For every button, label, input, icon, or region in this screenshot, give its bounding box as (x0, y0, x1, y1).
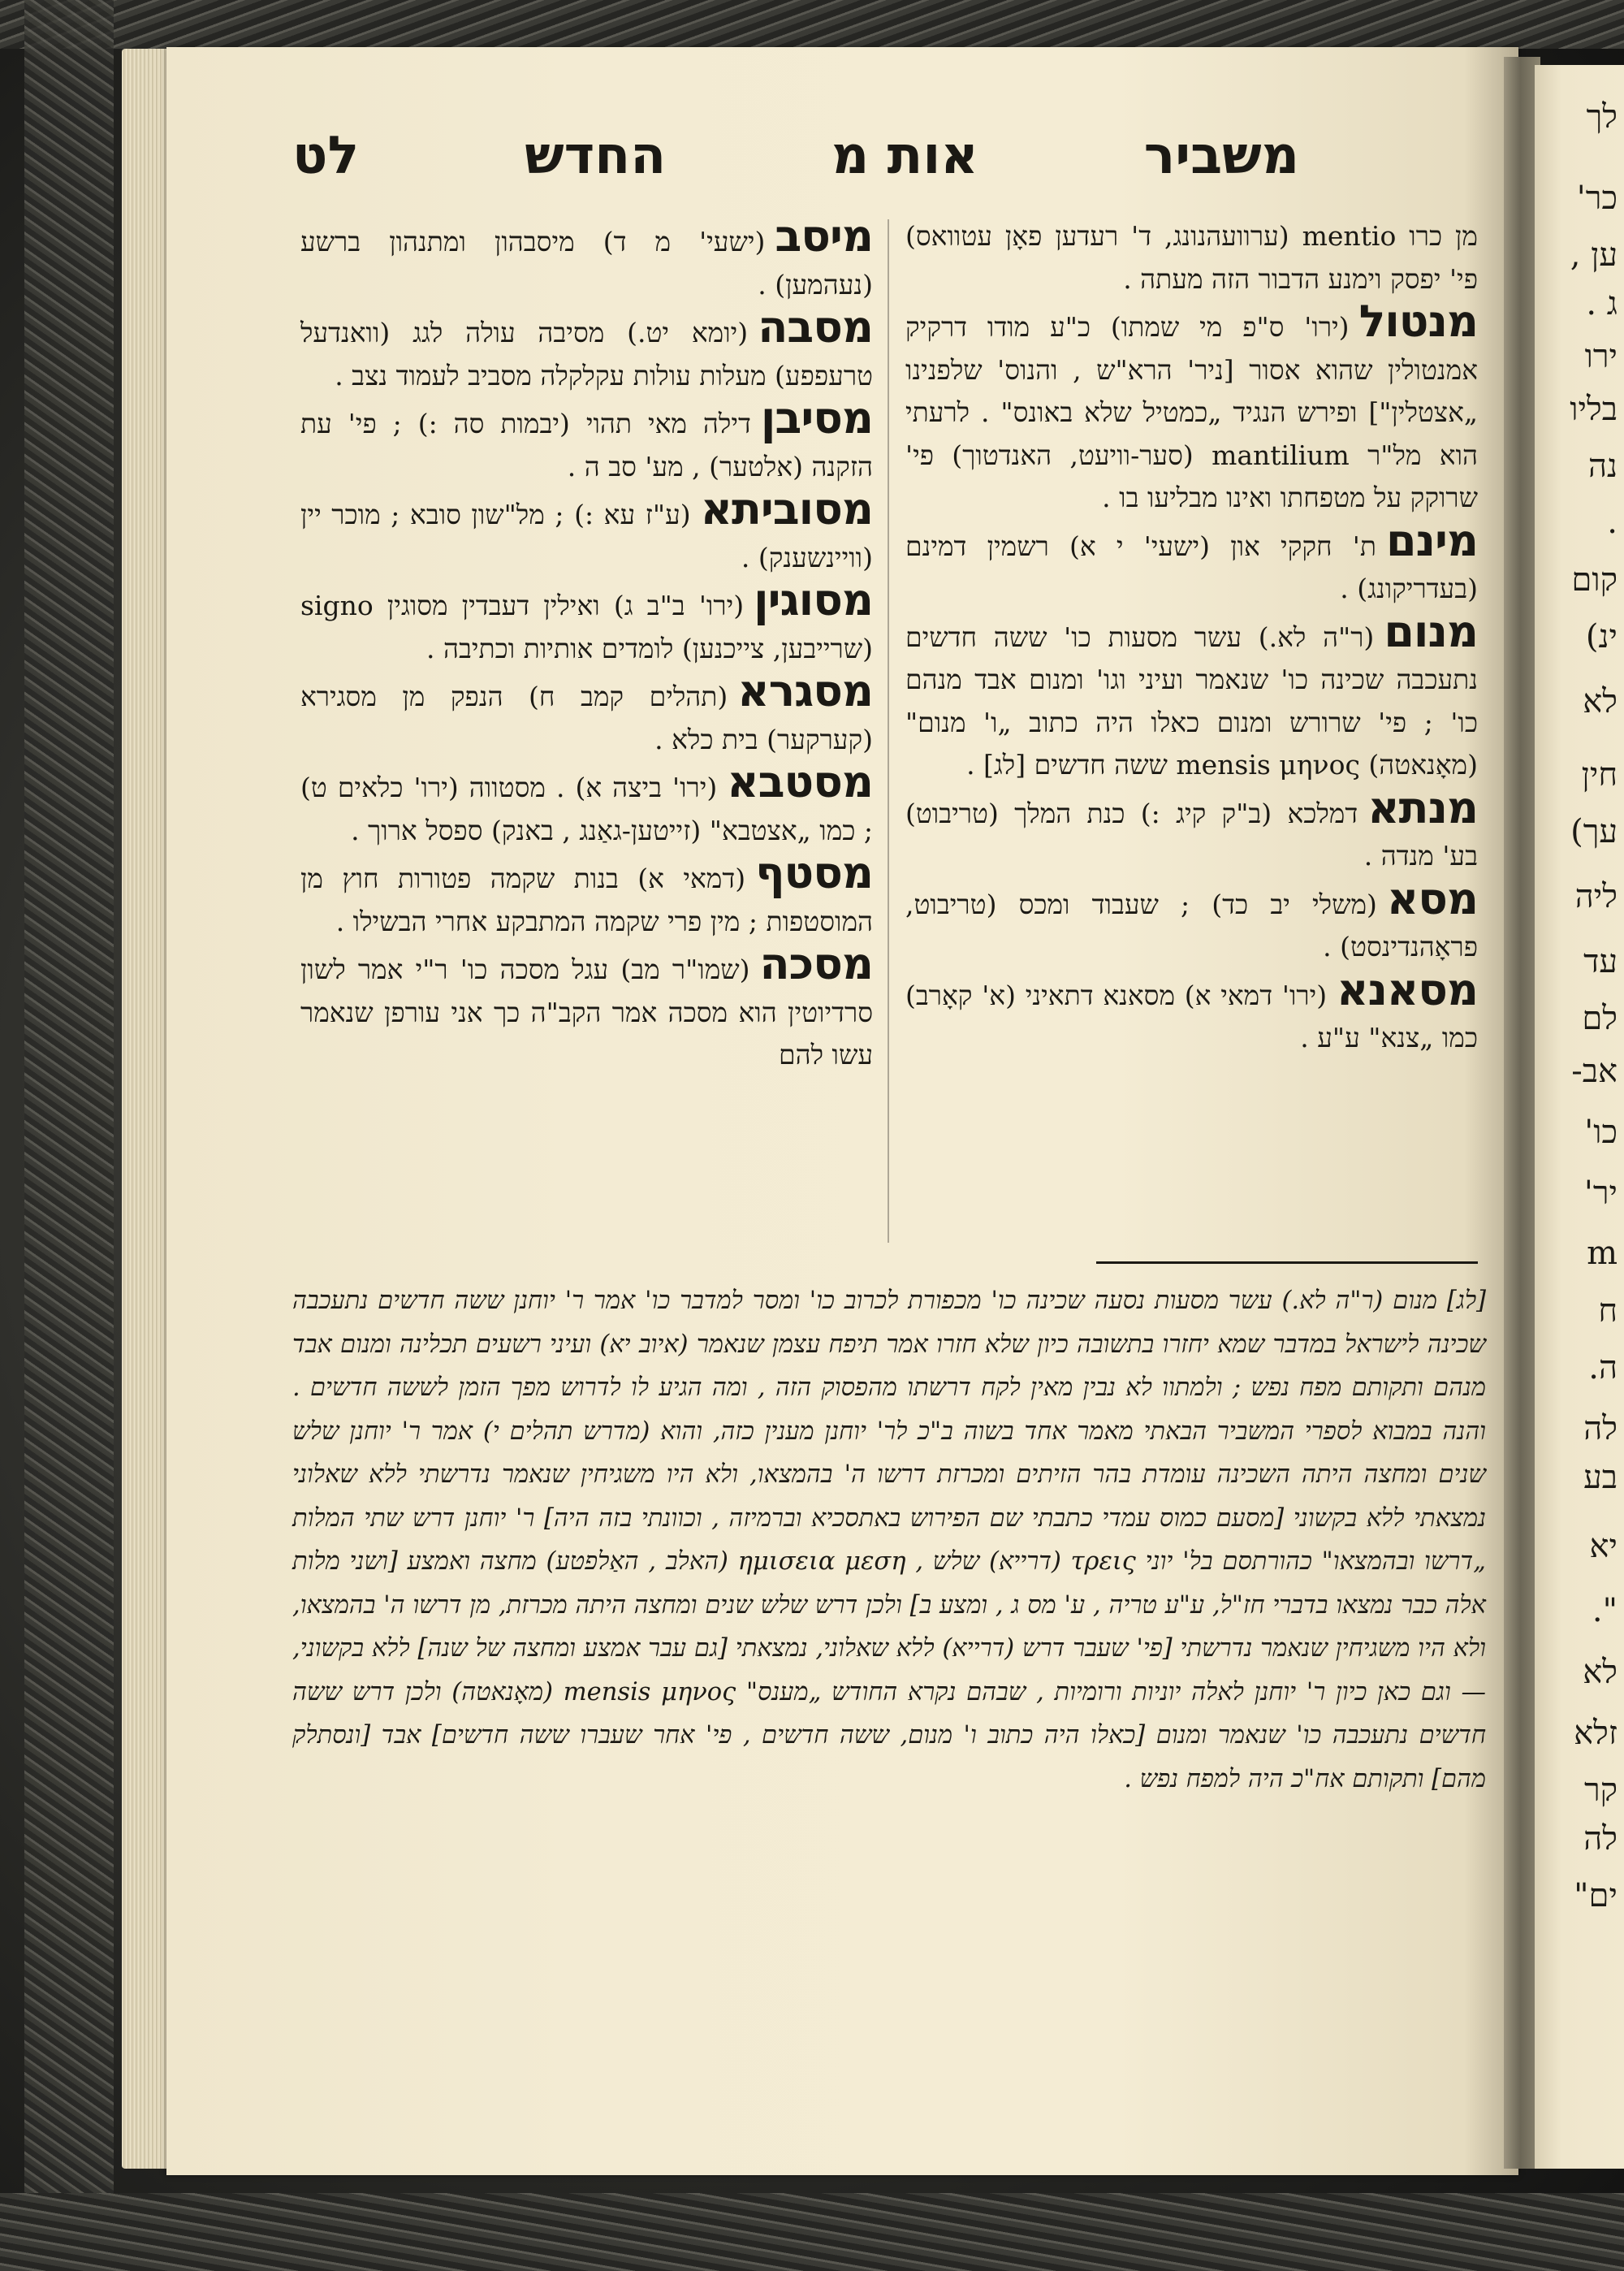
facing-page-text: ען , (1570, 236, 1618, 274)
dictionary-entry (300, 210, 873, 306)
dictionary-entry (905, 605, 1478, 787)
facing-page-text: ים" (1574, 1877, 1618, 1914)
entry-headword: מנטול (1358, 296, 1478, 347)
facing-page-text: ". (1592, 1592, 1618, 1629)
facing-page-text: . (1607, 504, 1618, 541)
page-number: לט (292, 126, 360, 186)
column-divider (888, 219, 889, 1243)
entry-headword: מסיבן (760, 392, 873, 443)
facing-page-text: לא (1583, 1654, 1618, 1691)
facing-page-text: נה (1587, 448, 1618, 485)
entry-text: (ר"ה לא.) עשר מסעות כו' ששה חדשים נתעכבה שכינה כו' שנאמר ועיני וגו' ומנום אבד מנהם כו' ; פי' שרורש ומנום כאלו היה כתוב „ו' מנום" (מאָנאטה) mensis μηνος ששה חדשים [לג] . (905, 621, 1478, 781)
entry-text: (דמאי א) בנות שקמה פטורות חוץ מן המוסטפות ; מין פרי שקמה המתבקע אחרי הבשילו . (300, 863, 873, 937)
facing-page-text: עד (1583, 943, 1618, 980)
facing-page-text: לם (1582, 1000, 1618, 1037)
entry-headword: מנתא (1367, 781, 1478, 833)
dictionary-entry (905, 963, 1478, 1060)
facing-page-text: לה (1583, 1410, 1618, 1447)
entry-headword: מסאנא (1337, 963, 1478, 1015)
dictionary-entry (905, 215, 1478, 301)
entry-headword: מסא (1386, 872, 1478, 924)
entry-headword: מסטבא (727, 756, 873, 807)
facing-page-text: ינ) (1585, 618, 1618, 655)
facing-page-text: עך) (1570, 813, 1618, 850)
facing-page-text: לה (1583, 1820, 1618, 1858)
footnotes (292, 1279, 1486, 1801)
facing-page-text: קום (1571, 561, 1618, 599)
facing-page-text: ה. (1588, 1349, 1618, 1386)
cover-edge-top (0, 0, 1624, 49)
entry-headword: מסוגין (754, 574, 873, 625)
cover-edge-left (24, 0, 114, 2271)
entry-text: ת' חקקי און (ישעי' י א) רשמין דמינם (בעדריקונג) . (905, 530, 1478, 604)
facing-page-text: יר' (1583, 1174, 1618, 1212)
entry-text: (תהלים קמב ח) הנפק מן מסגירא (קערקער) בית כלא . (300, 681, 873, 755)
facing-page-text: קר (1583, 1771, 1618, 1809)
facing-page-text: כו' (1584, 1114, 1618, 1151)
entry-headword: מיסב (775, 210, 873, 262)
dictionary-entry (300, 665, 873, 761)
facing-page-text: בע (1583, 1459, 1618, 1496)
facing-page-text: m (1587, 1235, 1618, 1272)
dictionary-entry (300, 756, 873, 852)
running-head-middle: החדש (525, 126, 667, 186)
entry-text: דמלכא (ב"ק קיג :) כנת המלך (טריבוט) בע' מנדה . (905, 797, 1478, 872)
entry-text: מן כרו mentio (ערוועהנונג, ד' רעדען פאָן עטוואס) פי' יפסק וימנע הדבור הזה מעתה . (905, 220, 1478, 295)
entry-text: (שמו"ר מב) עגל מסכה כו' ר"י אמר לשון סרדיוטין הוא מסכה אמר הקב"ה כך אני עורפן שנאמר עשו להם (300, 954, 873, 1071)
footnote-rule (1096, 1261, 1478, 1264)
entry-text: (ירו' ביצה א) . מסטווה (ירו' כלאים ט) ; כמו „אצטבא" (זייטען-גאַנג , באנק) ספסל ארוך . (300, 772, 873, 846)
entry-text: (ירו' ב"ב ג) ואילין דעבדין מסוגין signo (שרייבען, צייכנען) לומדים אותיות וכתיבה . (300, 590, 873, 664)
facing-page-text: ג . (1586, 285, 1618, 322)
entry-text: (ירו' דמאי א) מסאנא דתאיני (א' קאָרב) כמו „צנא" ע"ע . (905, 979, 1478, 1053)
facing-page-text: לא (1583, 683, 1618, 720)
entry-text: (ע"ז עא :) ; מל"שון סובא ; מוכר יין (וויינשענק) . (300, 499, 873, 573)
entry-text: דילה מאי תהוי (יבמות סה :) ; פי' עת הזקנה (אלטער) , מע' סב ה . (300, 408, 873, 482)
entry-headword: מסוביתא (700, 483, 873, 534)
entry-text: (משלי יב כד) ; שעבוד ומכס (טריבוט, פראָהנדינסט) . (905, 888, 1478, 962)
entry-text: (יומא יט.) מסיבה עולה לגג (וואנדעל טרעפפע) מעלות עולות עקלקלה מסביב לעמוד נצב . (300, 317, 873, 391)
left-text-column (300, 210, 873, 1077)
dictionary-entry (300, 847, 873, 943)
facing-page-text: זלא (1574, 1715, 1618, 1752)
dictionary-entry (905, 781, 1478, 878)
right-text-column (905, 215, 1478, 1060)
dictionary-entry (905, 872, 1478, 969)
facing-page-text: ירו (1584, 338, 1618, 375)
entry-headword: מינם (1385, 514, 1478, 566)
dictionary-entry (300, 574, 873, 670)
entry-headword: מסכה (759, 938, 873, 989)
facing-page-text: אב- (1571, 1053, 1618, 1090)
running-head (292, 126, 1299, 191)
facing-page-text: ח (1598, 1292, 1618, 1330)
entry-headword: מסגרא (737, 665, 873, 716)
entry-headword: מנום (1384, 605, 1478, 657)
facing-page-text: לך (1586, 98, 1618, 136)
page-stack-edge (122, 49, 172, 2169)
dictionary-entry (300, 301, 873, 397)
entry-headword: מסטף (755, 847, 873, 898)
facing-page-text: כר' (1576, 180, 1618, 217)
facing-page-text: יא (1589, 1528, 1618, 1565)
entry-text: (ישעי' מ ד) מיסבהון ומתנהון ברשע (נעהמען) . (300, 226, 873, 301)
facing-page-text: ליה (1574, 878, 1618, 915)
dictionary-entry (300, 938, 873, 1077)
running-head-center: אות מ (831, 126, 978, 186)
facing-page-text: בליו (1570, 391, 1618, 428)
footnote-paragraph: [לג] מנום (ר"ה לא.) עשר מסעות נסעה שכינה כו' מכפורת לכרוב כו' ומסר למדבר כו' אמר ר' יוחנן ששה חדשים נתעכבה שכינה לישראל במדבר שמא יחזרו בתשובה כיון שלא חזרו אמר תיפח עצמן שנאמר (איוב יא) ועיני רשעים תכלינה ומנום אבד מנהם ותקותם מפח נפש ; ולמתוו לא נבין מאין לקח דרשתו מהפסוק הזה , ומה הגיע לו לדרוש מפך הזמן לששה חדשים . והנה במבוא לספרי המשביר הבאתי מאמר אחד בשוה ב"כ לר' יוחנן מענין כזה, והוא (מדרש תהלים י) אמר ר' יוחנן שלש שנים ומחצה היתה השכינה עומדת בהר הזיתים ומכרזת דרשו ה' בהמצאו, ולא היו משגיחין שנאמר נדרשתי ללא שאלוני נמצאתי ללא בקשוני [מסעם כמוס עמדי כתבתי שם הפירוש באתסכיא וברמיזה , וכוונתי בזה היה] ר' יוחנן דרש שתי המלות „דרשו ובהמצאו" כהורתסם בל' יוני τρεις (דרייא) שלש , ημισεια μεση (האלב , האַלפטע) מחצה ואמצע [ושני מלות אלה כבר נמצאו בדברי חז"ל, ע"ע טריה , ע' מס ג , ומצע ב] ולכן דרש שלש שנים ומחצה היתה מכרזת, מן דרשו ה' בהמצאו, ולא היו משגיחין שנאמר נדרשתי [פי' שעבר דרש (דרייא) ללא שאלוני, נמצאתי [גם עבר אמצע ומחצה של שנה] ללא בקשוני,— וגם כאן כיון ר' יוחנן לאלה יוניות ורומיות , שבהם נקרא החודש „מענס" mensis μηνος (מאָנאטה) ולכן דרש ששה חדשים נתעכבה כו' שנאמר ומנום [כאלו היה כתוב ו' מנום, ששה חדשים , פי' אחר שעברו ששה חדשים] אבד [ונסתלק מהם] ותקותם אח"כ היה למפח נפש . (292, 1287, 1486, 1793)
running-head-right: משביר (1143, 126, 1299, 186)
dictionary-entry (905, 514, 1478, 611)
entry-headword: מסבה (758, 301, 873, 353)
dictionary-entry (300, 483, 873, 579)
dictionary-entry (905, 296, 1478, 520)
dictionary-entry (300, 392, 873, 488)
cover-edge-bottom (0, 2193, 1624, 2271)
facing-page-fragment (1535, 65, 1624, 2169)
entry-text: (ירו' ס"פ מי שמתו) כ"ע מודו דרקיק אמנטולין שהוא אסור [ניר' הרא"ש , והנוס' שלפנינו „אצטלין"] ופירש הנגיד „כמטיל שלא באונס" . לרעתי הוא מל"ר mantilium (סער-וויעט, האנדטוך) פי' שרוקק על מטפחתו ואינו מבליעו בו . (905, 311, 1478, 513)
facing-page-text: חין (1581, 756, 1618, 794)
